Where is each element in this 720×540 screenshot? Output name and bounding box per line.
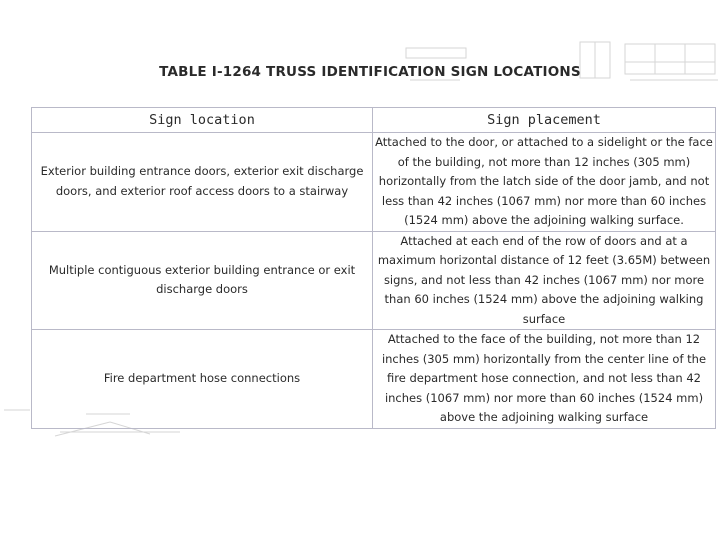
cell-sign-location: Multiple contiguous exterior building entrance or exit discharge doors [32,231,373,330]
table-title: TABLE I-1264 TRUSS IDENTIFICATION SIGN LOCATIONS [159,64,581,80]
table-header-row [32,108,716,133]
cell-sign-location: Exterior building entrance doors, exterior exit discharge doors, and exterior roof access doors to a stairway [32,133,373,232]
cell-sign-placement: Attached to the door, or attached to a sidelight or the face of the building, not more than 12 inches (305 mm) horizontally from the latch side of the door jamb, and not less than 42 inches (1067 mm) nor more than 60 inches (1524 mm) above the adjoining walking surface. [373,133,716,232]
header-sign-placement: Sign placement [373,108,716,133]
table-row [32,133,716,232]
header-sign-location: Sign location [32,108,373,133]
cell-sign-location: Fire department hose connections [32,330,373,429]
cell-sign-placement: Attached to the face of the building, not more than 12 inches (305 mm) horizontally from the center line of the fire department hose connection, and not less than 42 inches (1067 mm) nor more than 60 inches (1524 mm) above the adjoining walking surface [373,330,716,429]
sign-locations-table [31,107,716,429]
cell-sign-placement: Attached at each end of the row of doors and at a maximum horizontal distance of 12 feet (3.65M) between signs, and not less than 42 inches (1067 mm) nor more than 60 inches (1524 mm) above the adjoining walking surface [373,231,716,330]
table-row [32,330,716,429]
table-row [32,231,716,330]
